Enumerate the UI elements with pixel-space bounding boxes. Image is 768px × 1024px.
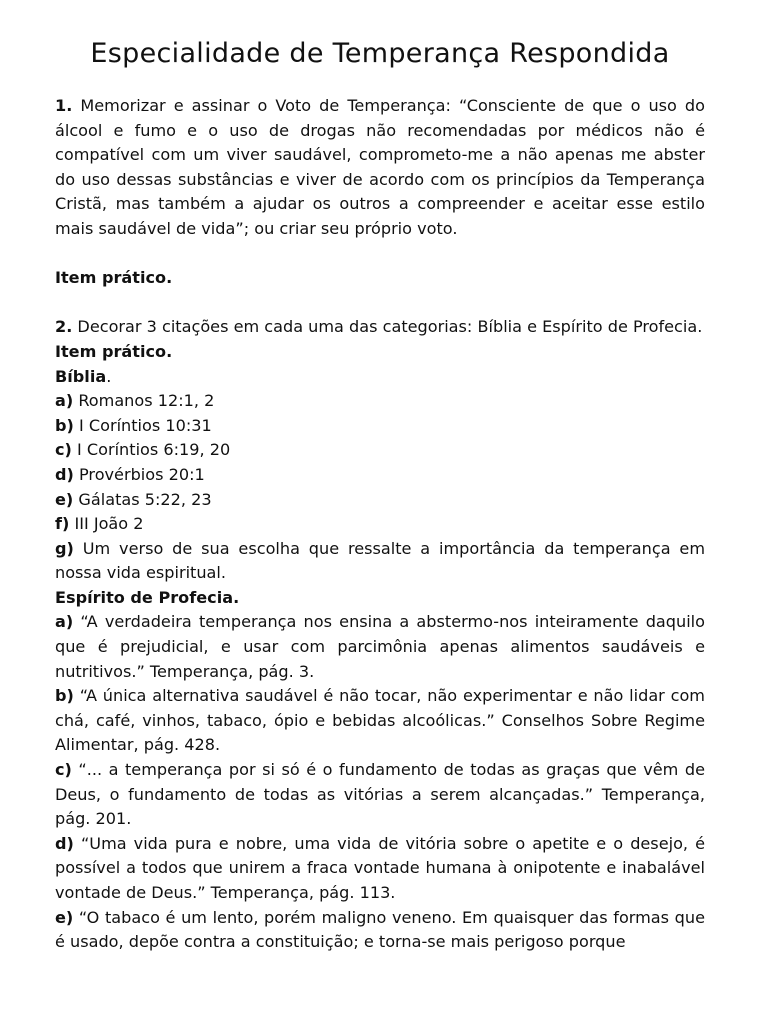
bible-item xyxy=(55,512,705,537)
list-text: “A única alternativa saudável é não tocar, não experimentar e não lidar com chá, café, vinhos, tabaco, ópio e bebidas alcoólicas.” Conselhos Sobre Regime Alimentar, pág. 428. xyxy=(55,686,705,755)
item-number: 2. xyxy=(55,317,73,337)
sop-heading: Espírito de Profecia. xyxy=(55,587,240,607)
list-text: I Coríntios 6:19, 20 xyxy=(71,440,231,460)
list-letter: b) xyxy=(55,686,74,706)
bible-item xyxy=(55,414,705,439)
list-letter: g) xyxy=(55,538,74,558)
bible-item xyxy=(55,463,705,488)
bible-heading-text: Bíblia xyxy=(55,366,107,386)
practical-item-label: Item prático. xyxy=(55,341,173,361)
bible-item xyxy=(55,438,705,463)
item-text: Memorizar e assinar o Voto de Temperança: “Consciente de que o uso do álcool e fumo e o uso de drogas não recomendadas por médicos não é compatível com um viver saudável, comprometo-me a não apenas me abster do uso dessas substâncias e viver de acordo com os princípios da Temperança Cristã, mas também a ajudar os outros a compreender e aceitar esse estilo mais saudável de vida”; ou criar seu próprio voto. xyxy=(55,96,705,238)
list-text: Romanos 12:1, 2 xyxy=(73,391,215,411)
sop-item xyxy=(55,610,705,684)
page-title: Especialidade de Temperança Respondida xyxy=(90,38,670,69)
list-letter: a) xyxy=(55,612,74,632)
bible-heading xyxy=(55,365,705,390)
list-letter: c) xyxy=(55,440,72,460)
bible-item xyxy=(55,389,705,414)
list-text: “... a temperança por si só é o fundamento de todas as graças que vêm de Deus, o fundamento de todas as vitórias a serem alcançadas.” Temperança, pág. 201. xyxy=(55,760,705,829)
list-text: Provérbios 20:1 xyxy=(73,464,205,484)
sop-item xyxy=(55,832,705,906)
list-letter: b) xyxy=(55,415,74,435)
bible-heading-period: . xyxy=(106,366,112,386)
spacer xyxy=(55,291,705,316)
item-1-paragraph xyxy=(55,94,705,242)
list-letter: d) xyxy=(55,833,74,853)
sop-item xyxy=(55,684,705,758)
sop-item xyxy=(55,758,705,832)
list-text: III João 2 xyxy=(69,514,144,534)
list-text: I Coríntios 10:31 xyxy=(73,415,212,435)
practical-item-label: Item prático. xyxy=(55,268,173,288)
list-text: “A verdadeira temperança nos ensina a abstermo-nos inteiramente daquilo que é prejudicial, e usar com parcimônia apenas alimentos saudáveis e nutritivos.” Temperança, pág. 3. xyxy=(55,612,705,681)
item-text: Decorar 3 citações em cada uma das categorias: Bíblia e Espírito de Profecia. xyxy=(72,317,703,337)
bible-item xyxy=(55,488,705,513)
list-text: Gálatas 5:22, 23 xyxy=(73,489,212,509)
list-letter: e) xyxy=(55,489,74,509)
bible-item xyxy=(55,537,705,586)
document-body xyxy=(55,94,705,955)
sop-item xyxy=(55,906,705,955)
list-letter: d) xyxy=(55,464,74,484)
list-text: “Uma vida pura e nobre, uma vida de vitória sobre o apetite e o desejo, é possível a todos que unirem a fraca vontade humana à onipotente e inabalável vontade de Deus.” Temperança, pág. 113. xyxy=(55,833,705,902)
list-letter: c) xyxy=(55,760,72,780)
list-text: Um verso de sua escolha que ressalte a importância da temperança em nossa vida espiritual. xyxy=(55,538,705,583)
list-text: “O tabaco é um lento, porém maligno veneno. Em quaisquer das formas que é usado, depõe contra a constituição; e torna-se mais perigoso porque xyxy=(55,907,705,952)
list-letter: a) xyxy=(55,391,74,411)
spacer xyxy=(55,242,705,267)
list-letter: e) xyxy=(55,907,74,927)
item-number: 1. xyxy=(55,96,73,115)
item-2-paragraph xyxy=(55,315,705,340)
list-letter: f) xyxy=(55,514,70,534)
